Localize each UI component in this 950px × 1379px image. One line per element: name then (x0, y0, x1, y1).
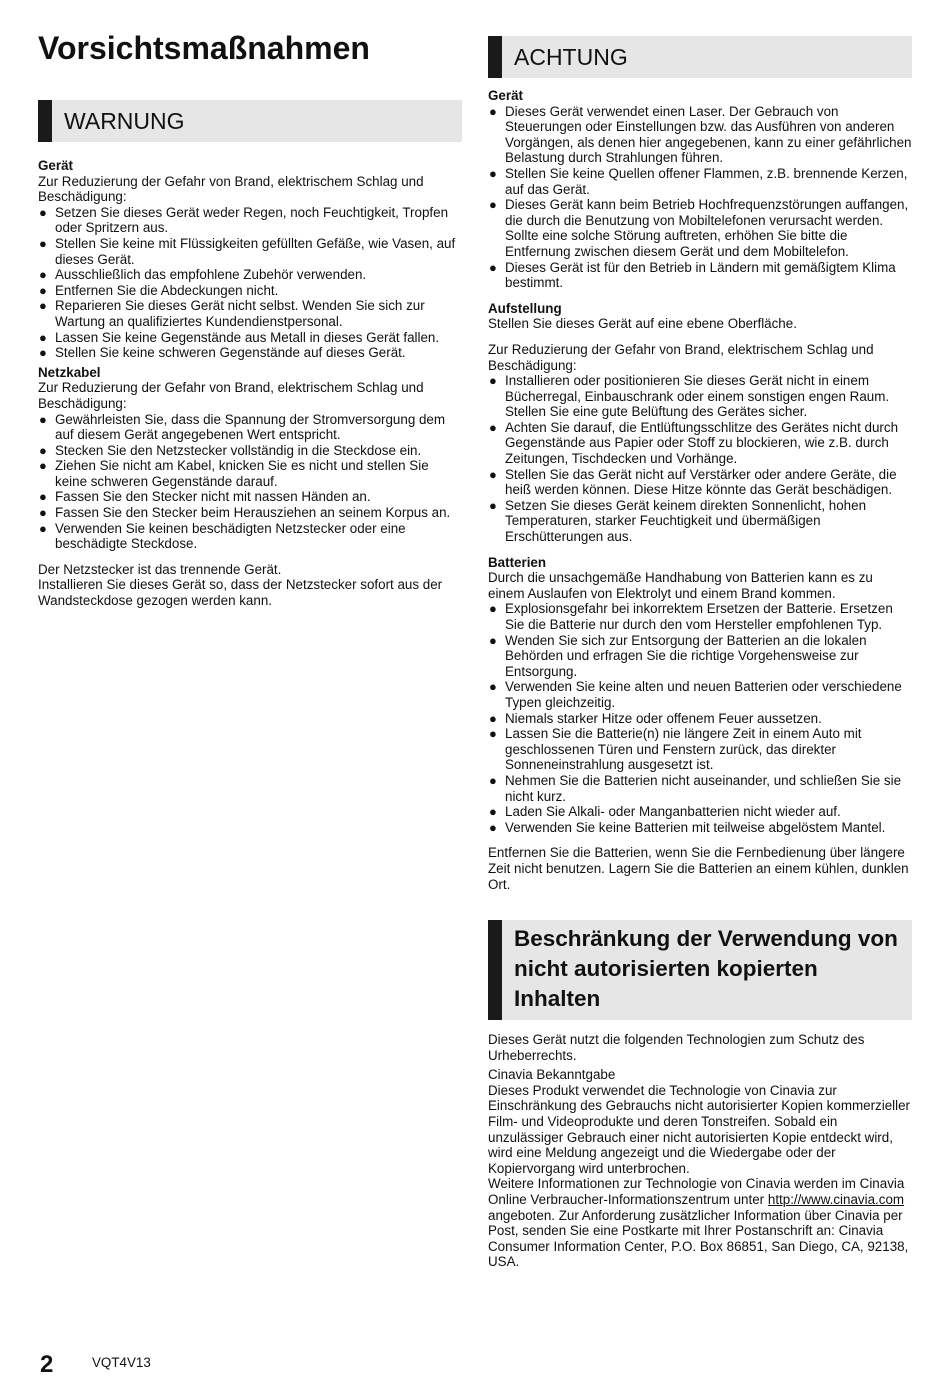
aufstellung-list (488, 373, 912, 545)
bullet-item (488, 104, 912, 166)
bullet-text: Ausschließlich das empfohlene Zubehör verwenden. (55, 267, 367, 283)
aufstellung-intro: Zur Reduzierung der Gefahr von Brand, elektrischem Schlag und Beschädigung: (488, 341, 874, 373)
bullet-text: Entfernen Sie die Abdeckungen nicht. (55, 282, 279, 298)
bullet-text: Fassen Sie den Stecker beim Herausziehen an seinem Korpus an. (55, 505, 451, 521)
heading-bar (488, 920, 502, 1020)
cinavia-text-1: Dieses Produkt verwendet die Technologie von Cinavia zur Einschränkung des Gebrauchs nicht autorisierter Kopien kommerzieller Film- und Videoprodukte und deren Tonstreifen. Sobald ein unzulässiger Gebrauch einer nicht autorisierten Kopie entdeckt wird, wird eine Meldung angezeigt und die Wiedergabe oder der Kopiervorgang wird unterbrochen. (488, 1082, 911, 1176)
cinavia-link[interactable]: http://www.cinavia.com (767, 1192, 905, 1208)
page-title: Vorsichtsmaßnahmen (38, 30, 370, 66)
bullet-item (488, 420, 912, 467)
batterien-list (488, 601, 912, 835)
bullet-item (488, 197, 912, 259)
bullet-icon: ● (489, 259, 497, 275)
bullet-text: Setzen Sie dieses Gerät weder Regen, noch Feuchtigkeit, Tropfen oder Spritzern aus. (55, 204, 449, 236)
bullet-icon: ● (39, 329, 47, 345)
cinavia-title: Cinavia Bekanntgabe (488, 1067, 616, 1083)
bullet-item (488, 373, 912, 420)
bullet-item (488, 498, 912, 545)
document-code: VQT4V13 (92, 1355, 151, 1370)
bullet-text: Stellen Sie keine Quellen offener Flammen, z.B. brennende Kerzen, auf das Gerät. (505, 165, 908, 197)
bullet-icon: ● (489, 632, 497, 648)
batterien-title: Batterien (488, 554, 547, 570)
bullet-icon: ● (39, 235, 47, 251)
bullet-icon: ● (39, 345, 47, 361)
bullet-text: Setzen Sie dieses Gerät keinem direkten Sonnenlicht, hohen Temperaturen, starker Feuchtigkeit und übermäßigen Erschütterungen aus. (505, 497, 867, 545)
page-number: 2 (40, 1351, 54, 1378)
warnung-geraet-intro: Zur Reduzierung der Gefahr von Brand, elektrischem Schlag und Beschädigung: (38, 173, 424, 205)
heading-bar (38, 100, 52, 142)
bullet-item (38, 521, 462, 552)
bullet-text: Installieren oder positionieren Sie dieses Gerät nicht in einem Bücherregal, Einbauschrank oder einem sonstigen engen Raum. Stellen Sie eine gute Belüftung des Gerätes sicher. (505, 373, 890, 420)
bullet-icon: ● (39, 411, 47, 427)
bullet-item (38, 330, 462, 346)
bullet-item (38, 205, 462, 236)
bullet-item (38, 283, 462, 299)
achtung-geraet-title: Gerät (488, 88, 523, 103)
bullet-icon: ● (39, 267, 47, 283)
bullet-item (488, 467, 912, 498)
bullet-icon: ● (489, 772, 497, 788)
bullet-item (488, 804, 912, 820)
bullet-icon: ● (489, 497, 497, 513)
bullet-text: Ziehen Sie nicht am Kabel, knicken Sie es nicht und stellen Sie keine schweren Gegenstände darauf. (55, 458, 429, 489)
restriction-heading-text: Beschränkung der Verwendung von nicht autorisierten kopierten Inhalten (514, 926, 898, 1012)
bullet-icon: ● (489, 197, 497, 213)
achtung-geraet-list (488, 104, 912, 291)
achtung-heading-text: ACHTUNG (514, 44, 628, 70)
bullet-item (38, 412, 462, 443)
heading-bar (488, 36, 502, 78)
warnung-geraet-list (38, 205, 462, 361)
bullet-text: Stellen Sie keine schweren Gegenstände auf dieses Gerät. (55, 345, 406, 361)
bullet-item (38, 345, 462, 361)
cinavia-text-2 (488, 1176, 912, 1270)
bullet-text: Stellen Sie keine mit Flüssigkeiten gefüllten Gefäße, wie Vasen, auf dieses Gerät. (55, 235, 456, 267)
bullet-text: Nehmen Sie die Batterien nicht auseinander, und schließen Sie sie nicht kurz. (505, 772, 902, 804)
aufstellung-title: Aufstellung (488, 300, 562, 316)
left-column (38, 30, 462, 609)
bullet-item (38, 505, 462, 521)
aufstellung-line: Stellen Sie dieses Gerät auf eine ebene Oberfläche. (488, 316, 797, 332)
bullet-text: Lassen Sie die Batterie(n) nie längere Zeit in einem Auto mit geschlossenen Türen und Fenstern zurück, das direkter Sonneneinstrahlung ausgesetzt ist. (505, 726, 862, 773)
netzkabel-intro: Zur Reduzierung der Gefahr von Brand, elektrischem Schlag und Beschädigung: (38, 380, 424, 411)
bullet-item (38, 267, 462, 283)
right-column (488, 36, 912, 1270)
bullet-text: Stellen Sie das Gerät nicht auf Verstärker oder andere Geräte, die heiß werden können. Diese Hitze könnte das Gerät beschädigen. (505, 466, 897, 498)
bullet-item (38, 489, 462, 505)
bullet-icon: ● (39, 520, 47, 536)
bullet-item (38, 443, 462, 459)
bullet-item (38, 236, 462, 267)
bullet-item (488, 601, 912, 632)
bullet-text: Verwenden Sie keine alten und neuen Batterien oder verschiedene Typen gleichzeitig. (505, 679, 902, 710)
netzkabel-list (38, 412, 462, 552)
bullet-icon: ● (489, 103, 497, 119)
bullet-icon: ● (489, 679, 497, 695)
bullet-text: Dieses Gerät ist für den Betrieb in Ländern mit gemäßigtem Klima bestimmt. (505, 259, 896, 291)
bullet-icon: ● (489, 466, 497, 482)
netzkabel-title: Netzkabel (38, 364, 101, 380)
bullet-text: Reparieren Sie dieses Gerät nicht selbst. Wenden Sie sich zur Wartung an qualifiziertes Kundendienstpersonal. (55, 298, 425, 329)
bullet-item (488, 166, 912, 197)
bullet-item (38, 298, 462, 329)
bullet-item (488, 773, 912, 804)
netzkabel-note: Der Netzstecker ist das trennende Gerät. Installieren Sie dieses Gerät so, dass der Netzstecker sofort aus der Wandsteckdose gezogen werden kann. (38, 561, 443, 609)
bullet-text: Verwenden Sie keinen beschädigten Netzstecker oder eine beschädigte Steckdose. (55, 520, 406, 552)
bullet-text: Dieses Gerät verwendet einen Laser. Der Gebrauch von Steuerungen oder Einstellungen bzw. das Ausführen von anderen Vorgängen, als denen hier angegebenen, kann zu einer gefährlichen Belastung durch Strahlungen führen. (505, 103, 912, 166)
bullet-icon: ● (489, 419, 497, 435)
warnung-heading-text: WARNUNG (64, 108, 185, 134)
bullet-text: Fassen Sie den Stecker nicht mit nassen Händen an. (55, 489, 371, 505)
bullet-icon: ● (39, 489, 47, 505)
bullet-icon: ● (39, 282, 47, 298)
bullet-item (38, 458, 462, 489)
bullet-icon: ● (39, 298, 47, 314)
bullet-item (488, 820, 912, 836)
achtung-heading (488, 36, 912, 78)
bullet-text: Lassen Sie keine Gegenstände aus Metall in dieses Gerät fallen. (55, 329, 440, 345)
batterien-intro: Durch die unsachgemäße Handhabung von Batterien kann es zu einem Auslaufen von Elektrolyt und einem Brand kommen. (488, 570, 873, 601)
cinavia-text-2a: Weitere Informationen zur Technologie von Cinavia werden im Cinavia Online Verbraucher-Informationszentrum unter (488, 1176, 905, 1208)
bullet-icon: ● (489, 710, 497, 726)
bullet-item (488, 260, 912, 291)
bullet-text: Dieses Gerät kann beim Betrieb Hochfrequenzstörungen auffangen, die durch die Benutzung von Mobiltelefonen verursacht werden. Sollte eine solche Störung auftreten, erhöhen Sie bitte die Entfernung zwischen diesem Gerät und dem Mobiltelefon. (505, 197, 909, 259)
bullet-icon: ● (39, 442, 47, 458)
bullet-icon: ● (489, 819, 497, 835)
cinavia-text-3: angeboten. Zur Anforderung zusätzlicher Information über Cinavia per Post, senden Sie eine Postkarte mit Ihrer Postanschrift an: Cinavia Consumer Information Center, P.O. Box 86851, San Diego, CA, 92138, USA. (488, 1207, 909, 1270)
warnung-heading (38, 100, 462, 142)
bullet-text: Niemals starker Hitze oder offenem Feuer aussetzen. (505, 710, 822, 726)
bullet-text: Explosionsgefahr bei inkorrektem Ersetzen der Batterie. Ersetzen Sie die Batterie nur durch den vom Hersteller empfohlenen Typ. (505, 601, 893, 632)
bullet-item (488, 711, 912, 727)
bullet-item (488, 726, 912, 773)
bullet-text: Achten Sie darauf, die Entlüftungsschlitze des Gerätes nicht durch Gegenstände aus Papier oder Stoff zu blockieren, wie z.B. durch Zeitungen, Tischdecken und Vorhänge. (505, 419, 899, 467)
bullet-item (488, 679, 912, 710)
bullet-icon: ● (489, 601, 497, 617)
bullet-text: Stecken Sie den Netzstecker vollständig in die Steckdose ein. (55, 442, 422, 458)
bullet-item (488, 633, 912, 680)
bullet-text: Gewährleisten Sie, dass die Spannung der Stromversorgung dem auf diesem Gerät angegebenen Wert entspricht. (55, 411, 446, 443)
bullet-text: Verwenden Sie keine Batterien mit teilweise abgelöstem Mantel. (505, 819, 886, 835)
bullet-icon: ● (489, 804, 497, 820)
batterien-note: Entfernen Sie die Batterien, wenn Sie die Fernbedienung über längere Zeit nicht benutzen. Lagern Sie die Batterien an einem kühlen, dunklen Ort. (488, 845, 909, 892)
bullet-text: Wenden Sie sich zur Entsorgung der Batterien an die lokalen Behörden und erfragen Sie die richtige Vorgehensweise zur Entsorgung. (505, 632, 867, 679)
bullet-icon: ● (489, 165, 497, 181)
bullet-icon: ● (39, 204, 47, 220)
warnung-geraet-title: Gerät (38, 158, 73, 173)
bullet-icon: ● (39, 458, 47, 474)
restriction-intro: Dieses Gerät nutzt die folgenden Technologien zum Schutz des Urheberrechts. (488, 1032, 865, 1063)
bullet-icon: ● (489, 726, 497, 742)
bullet-text: Laden Sie Alkali- oder Manganbatterien nicht wieder auf. (505, 804, 841, 820)
restriction-heading (488, 920, 912, 1020)
bullet-icon: ● (489, 373, 497, 389)
bullet-icon: ● (39, 505, 47, 521)
